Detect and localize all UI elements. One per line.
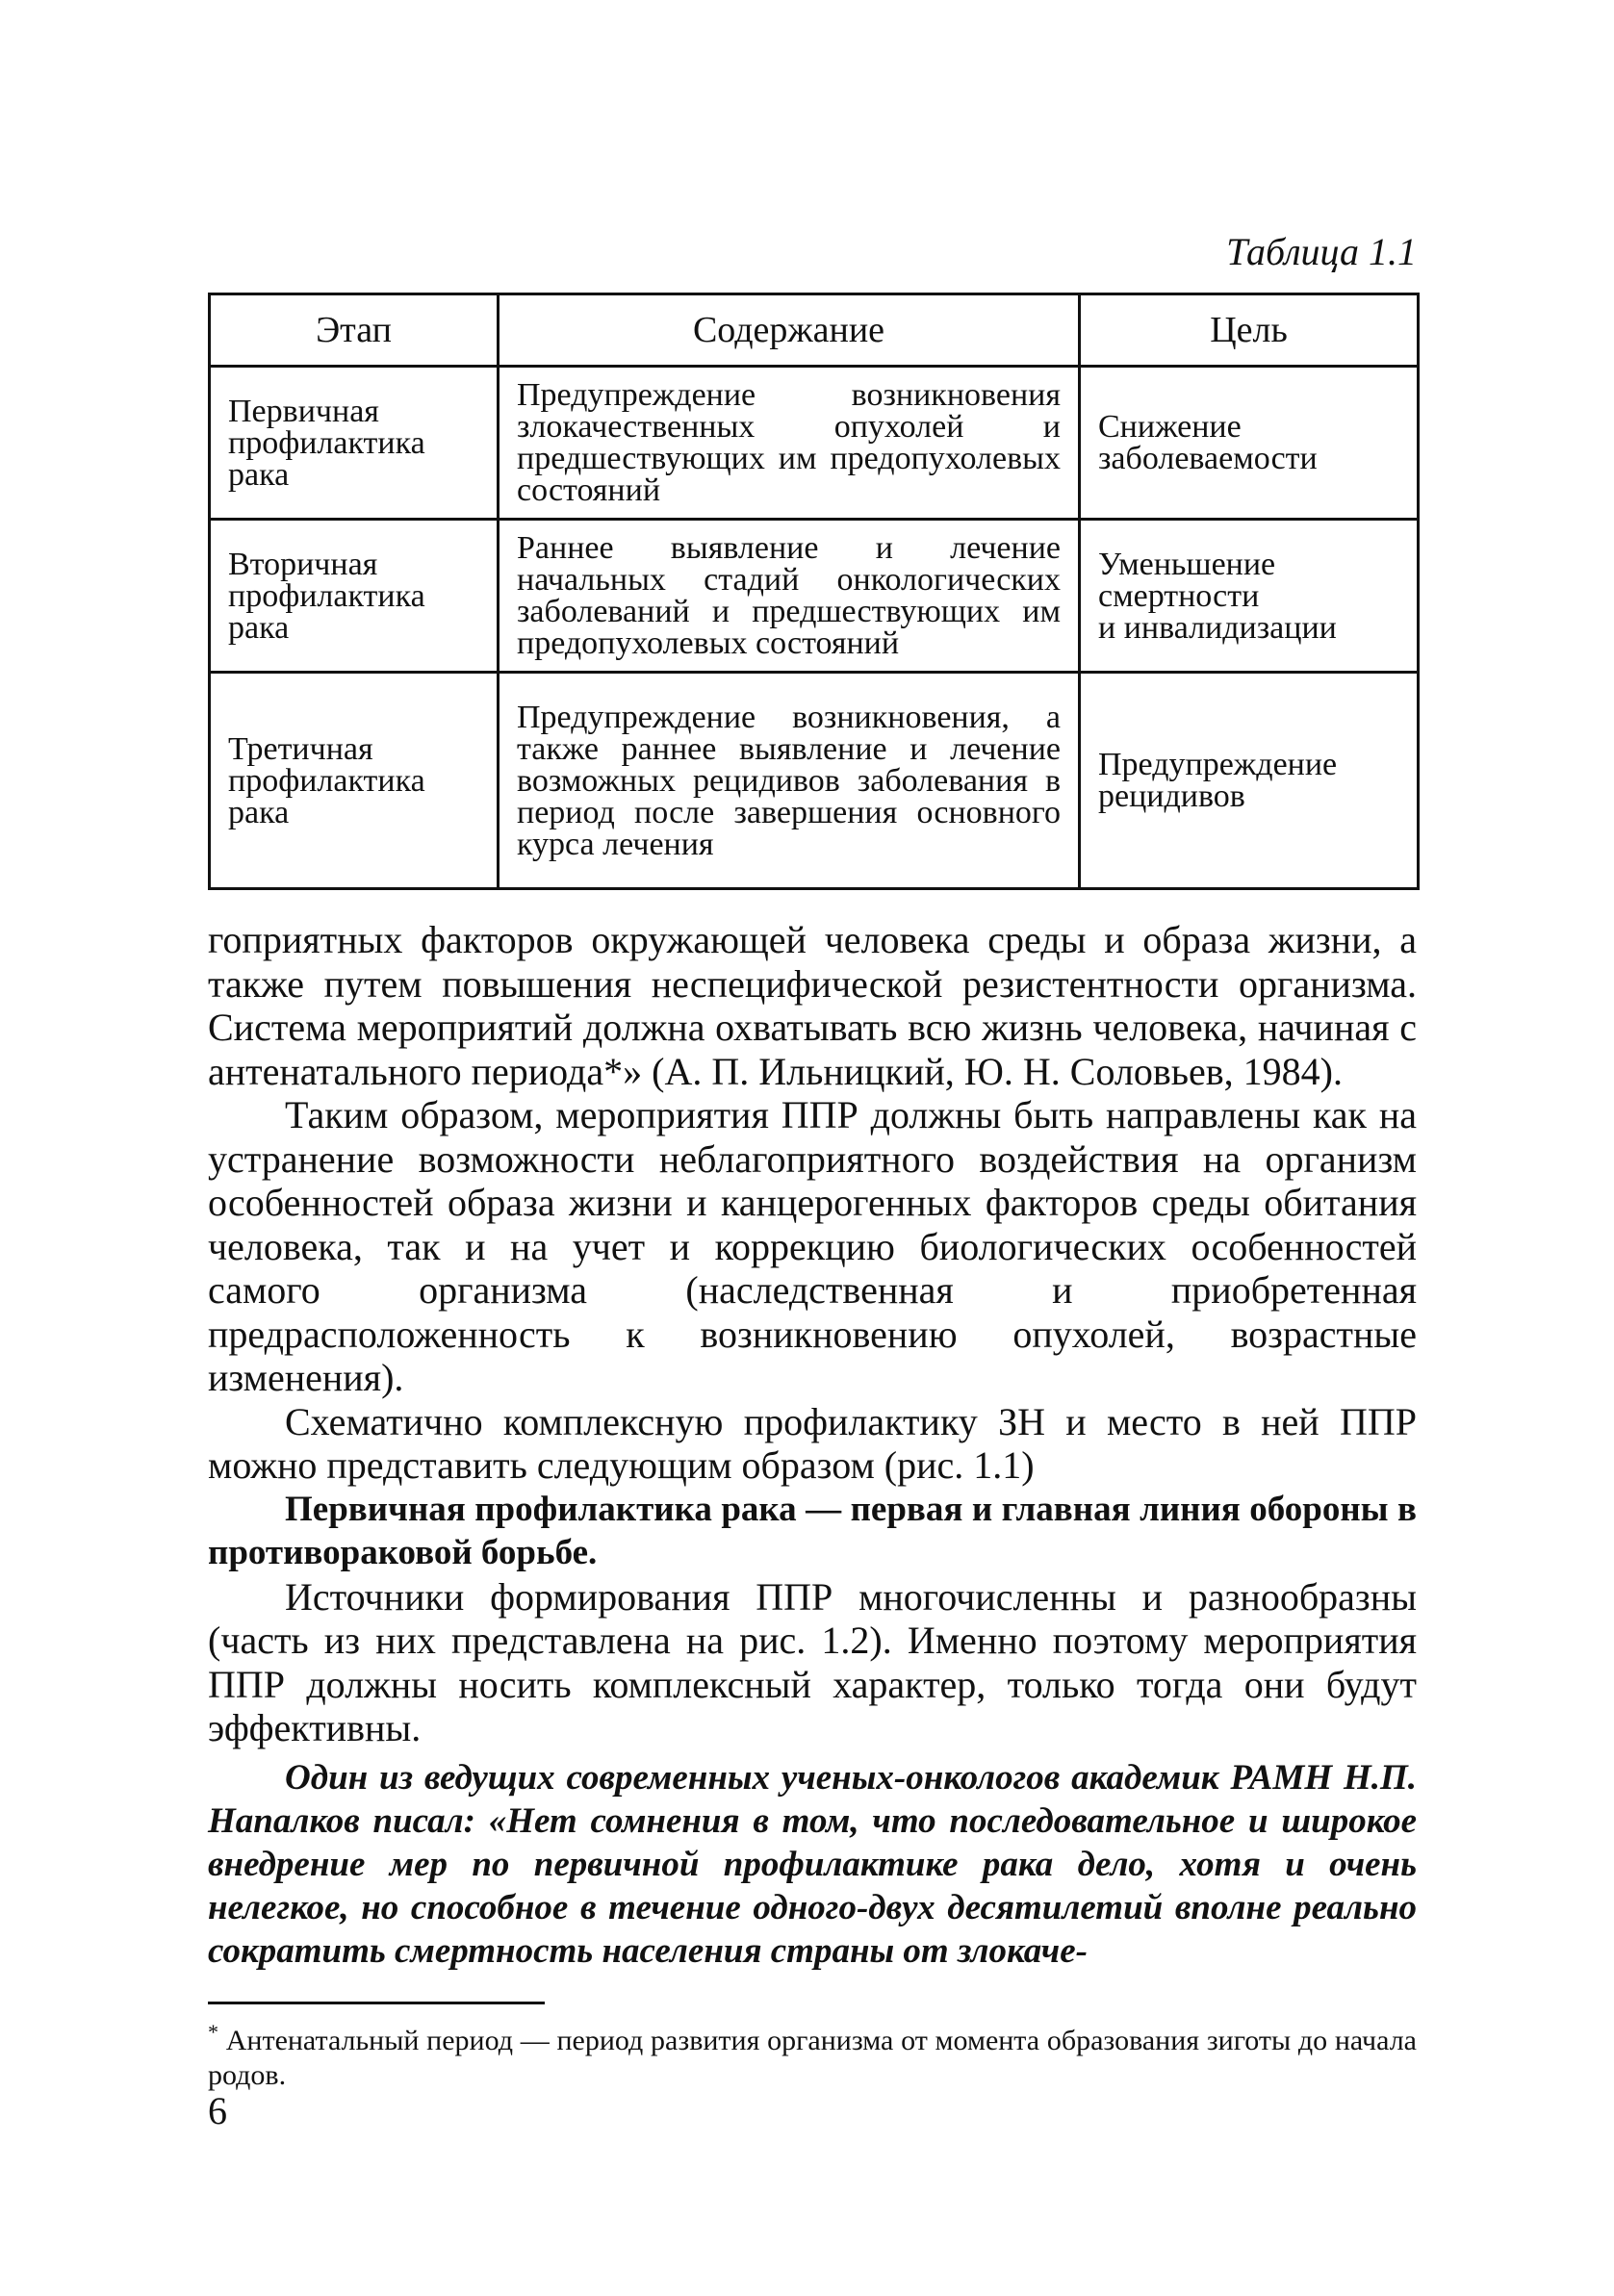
page-number: 6 — [208, 2089, 227, 2132]
row-content: Раннее выявление и лечение начальных стадий онкологических заболеваний и предшествующих им предопухолевых состояний — [499, 520, 1080, 673]
row-content: Предупреждение возникновения, а также раннее выявление и лечение возможных рецидивов заболевания в период после завершения основного курса лечения — [499, 673, 1080, 889]
row-stage: Третичная профилактика рака — [210, 673, 499, 889]
row-goal: Снижение заболеваемости — [1080, 367, 1419, 520]
prevention-table — [208, 293, 1420, 890]
row-content: Предупреждение возникновения злокачественных опухолей и предшествующих им предопухолевых состояний — [499, 367, 1080, 520]
bold-statement: Первичная профилактика рака — первая и главная линия обороны в противораковой борьбе. — [208, 1489, 1417, 1572]
italic-quote: Один из ведущих современных ученых-онкологов академик РАМН Н.П. Напалков писал: «Нет сомнения в том, что последовательное и широкое внедрение мер по первичной профилактике рака дело, хотя и очень нелегкое, но способное в течение одного-двух десятилетий вполне реально сократить смертность населения страны от злокаче- — [208, 1757, 1417, 1971]
table-row — [210, 673, 1419, 889]
header-content: Содержание — [499, 294, 1080, 367]
row-stage: Вторичная профилактика рака — [210, 520, 499, 673]
paragraph: Схематично комплексную профилактику ЗН и место в ней ППР можно представить следующим образом (рис. 1.1) — [208, 1399, 1417, 1487]
footnote-divider — [208, 2002, 545, 2004]
footnote — [208, 2015, 1417, 2093]
footnote-text: Антенатальный период — период развития организма от момента образования зиготы до начала родов. — [208, 2025, 1418, 2091]
body-text — [208, 918, 1417, 1973]
paragraph-continuation: гоприятных факторов окружающей человека среды и образа жизни, а также путем повышения неспецифической резистентности организма. Система мероприятий должна охватывать всю жизнь человека, начиная с антенатального периода*» (А. П. Ильницкий, Ю. Н. Соловьев, 1984). — [208, 918, 1417, 1093]
row-goal: Уменьшение смертности и инвалидизации — [1080, 520, 1419, 673]
table-caption: Таблица 1.1 — [1226, 230, 1417, 273]
table-header-row — [210, 294, 1419, 367]
header-goal: Цель — [1080, 294, 1419, 367]
header-stage: Этап — [210, 294, 499, 367]
row-goal: Предупреждение рецидивов — [1080, 673, 1419, 889]
footnote-marker: * — [208, 2020, 218, 2044]
table-row — [210, 367, 1419, 520]
table-row — [210, 520, 1419, 673]
paragraph: Таким образом, мероприятия ППР должны быть направлены как на устранение возможности неблагоприятного воздействия на организм особенностей образа жизни и канцерогенных факторов среды обитания человека, так и на учет и коррекцию биологических особенностей самого организма (наследственная и приобретенная предрасположенность к возникновению опухолей, возрастные изменения). — [208, 1093, 1417, 1399]
paragraph: Источники формирования ППР многочисленны и разнообразны (часть из них представлена на рис. 1.2). Именно поэтому мероприятия ППР должны носить комплексный характер, только тогда они будут эффективны. — [208, 1574, 1417, 1749]
row-stage: Первичная профилактика рака — [210, 367, 499, 520]
